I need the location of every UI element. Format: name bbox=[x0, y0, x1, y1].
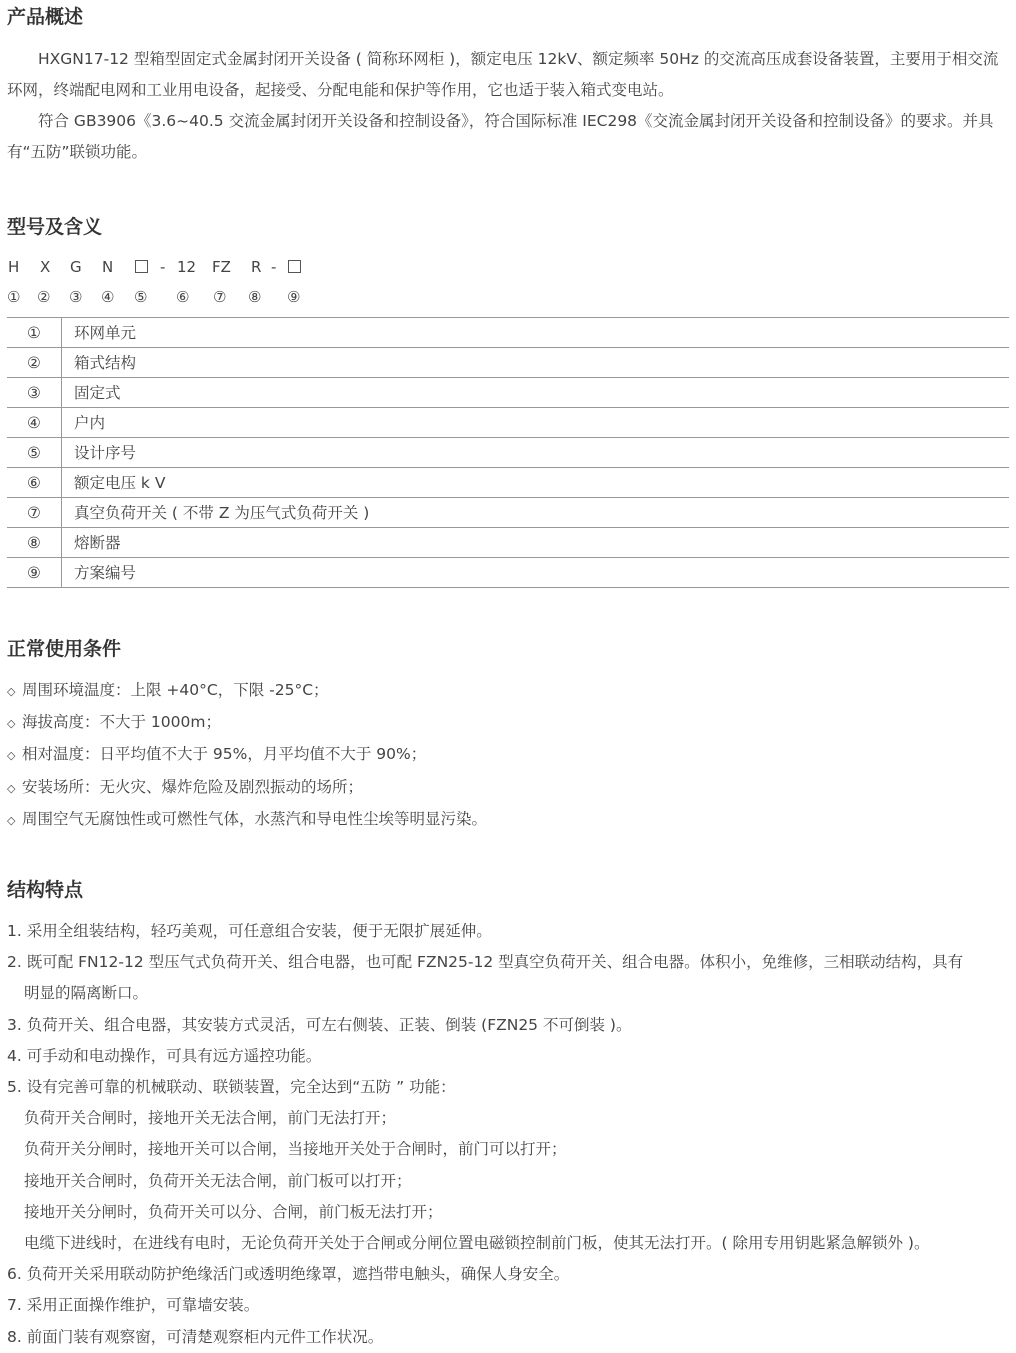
list-item: 2. 既可配 FN12-12 型压气式负荷开关、组合电器，也可配 FZN25-12 型真空负荷开关、组合电器。体积小，免维修，三相联动结构，具有 bbox=[7, 953, 964, 972]
list-item-text: 安装场所：无火灾、爆炸危险及剧烈振动的场所； bbox=[22, 777, 364, 796]
model-number: ⑤ bbox=[134, 288, 148, 306]
diamond-bullet-icon: ◇ bbox=[7, 749, 16, 763]
row-number: ⑨ bbox=[7, 558, 62, 588]
row-description: 箱式结构 bbox=[62, 348, 1010, 378]
table-row bbox=[7, 438, 1009, 468]
row-description: 额定电压 k V bbox=[62, 468, 1010, 498]
row-number: ③ bbox=[7, 378, 62, 408]
model-number: ⑧ bbox=[248, 288, 262, 306]
diamond-bullet-icon: ◇ bbox=[7, 813, 16, 827]
list-item-text: 海拔高度：不大于 1000m； bbox=[22, 713, 221, 732]
model-number: ⑨ bbox=[287, 288, 301, 306]
row-number: ② bbox=[7, 348, 62, 378]
list-item: 6. 负荷开关采用联动防护绝缘活门或透明绝缘罩，遮挡带电触头，确保人身安全。 bbox=[7, 1265, 570, 1284]
model-number: ⑥ bbox=[176, 288, 190, 306]
table-row bbox=[7, 378, 1009, 408]
list-item-continuation: 电缆下进线时，在进线有电时，无论负荷开关处于合闸或分闸位置电磁锁控制前门板，使其无法打开。( 除用专用钥匙紧急解锁外 )。 bbox=[24, 1234, 930, 1253]
list-item: 4. 可手动和电动操作，可具有远方遥控功能。 bbox=[7, 1046, 322, 1065]
model-code-box bbox=[135, 258, 148, 276]
overview-paragraph-2: 符合 GB3906《3.6~40.5 交流金属封闭开关设备和控制设备》，符合国际标准 IEC298《交流金属封闭开关设备和控制设备》的要求。并具有“五防”联锁功能。 bbox=[7, 112, 994, 161]
row-number: ⑥ bbox=[7, 468, 62, 498]
diamond-bullet-icon: ◇ bbox=[7, 717, 16, 731]
table-row bbox=[7, 318, 1009, 348]
row-description: 真空负荷开关 ( 不带 Z 为压气式负荷开关 ) bbox=[62, 498, 1010, 528]
table-row bbox=[7, 528, 1009, 558]
model-code-char: FZ bbox=[212, 258, 231, 276]
model-code-char: H bbox=[8, 258, 20, 276]
list-item-text: 周围环境温度：上限 +40°C，下限 -25°C； bbox=[22, 681, 329, 699]
model-code-char: N bbox=[102, 258, 114, 276]
model-meaning-table bbox=[7, 317, 1009, 588]
row-description: 方案编号 bbox=[62, 558, 1010, 588]
list-item: 5. 设有完善可靠的机械联动、联锁装置，完全达到“五防 ” 功能： bbox=[7, 1078, 456, 1097]
model-code-char: 12 bbox=[177, 258, 197, 276]
list-item bbox=[7, 675, 1011, 707]
model-title: 型号及含义 bbox=[7, 216, 103, 238]
table-row bbox=[7, 468, 1009, 498]
row-number: ④ bbox=[7, 408, 62, 438]
diamond-bullet-icon: ◇ bbox=[7, 685, 16, 698]
table-row bbox=[7, 348, 1009, 378]
list-item-continuation: 明显的隔离断口。 bbox=[24, 984, 149, 1003]
conditions-list bbox=[7, 675, 1011, 836]
list-item-continuation: 接地开关分闸时，负荷开关可以分、合闸，前门板无法打开； bbox=[24, 1202, 443, 1221]
list-item-continuation: 负荷开关合闸时，接地开关无法合闸，前门无法打开； bbox=[24, 1109, 397, 1128]
list-item bbox=[7, 707, 1011, 739]
list-item-continuation: 负荷开关分闸时，接地开关可以合闸，当接地开关处于合闸时，前门可以打开； bbox=[24, 1140, 567, 1159]
model-code-char: - bbox=[160, 258, 166, 276]
table-row bbox=[7, 408, 1009, 438]
model-number: ① bbox=[7, 288, 21, 306]
list-item-text: 相对温度：日平均值不大于 95%，月平均值不大于 90%； bbox=[22, 745, 427, 764]
row-number: ⑦ bbox=[7, 498, 62, 528]
row-description: 设计序号 bbox=[62, 438, 1010, 468]
model-number: ② bbox=[37, 288, 51, 306]
overview-title: 产品概述 bbox=[7, 6, 84, 28]
table-row bbox=[7, 498, 1009, 528]
model-code-box bbox=[288, 258, 301, 276]
row-description: 固定式 bbox=[62, 378, 1010, 408]
row-number: ⑧ bbox=[7, 528, 62, 558]
model-code-char: - bbox=[271, 258, 277, 276]
model-number: ④ bbox=[101, 288, 115, 306]
list-item bbox=[7, 804, 1011, 836]
features-title: 结构特点 bbox=[7, 879, 84, 901]
overview-paragraph-1: HXGN17-12 型箱型固定式金属封闭开关设备 ( 简称环网柜 )，额定电压 12kV、额定频率 50Hz 的交流高压成套设备装置，主要用于相交流环网，终端配电网和工业用电设备，起接受、分配电能和保护等作用，它也适于装入箱式变电站。 bbox=[7, 50, 999, 99]
model-code-char: G bbox=[70, 258, 82, 276]
list-item-continuation: 接地开关合闸时，负荷开关无法合闸，前门板可以打开； bbox=[24, 1171, 412, 1190]
model-code-char: X bbox=[40, 258, 51, 276]
table-row bbox=[7, 558, 1009, 588]
list-item: 1. 采用全组装结构，轻巧美观，可任意组合安装，便于无限扩展延伸。 bbox=[7, 922, 492, 940]
list-item-text: 周围空气无腐蚀性或可燃性气体，水蒸汽和导电性尘埃等明显污染。 bbox=[22, 809, 488, 828]
row-description: 熔断器 bbox=[62, 528, 1010, 558]
conditions-title: 正常使用条件 bbox=[7, 638, 122, 660]
model-number: ③ bbox=[69, 288, 83, 306]
row-description: 环网单元 bbox=[62, 318, 1010, 348]
list-item bbox=[7, 739, 1011, 771]
row-description: 户内 bbox=[62, 408, 1010, 438]
model-number: ⑦ bbox=[213, 288, 227, 306]
list-item: 3. 负荷开关、组合电器，其安装方式灵活，可左右侧装、正装、倒装 (FZN25 不可倒装 )。 bbox=[7, 1015, 632, 1034]
row-number: ① bbox=[7, 318, 62, 348]
row-number: ⑤ bbox=[7, 438, 62, 468]
model-code-char: R bbox=[251, 258, 262, 276]
diamond-bullet-icon: ◇ bbox=[7, 781, 16, 795]
list-item: 8. 前面门装有观察窗，可清楚观察柜内元件工作状况。 bbox=[7, 1327, 384, 1346]
list-item bbox=[7, 772, 1011, 804]
list-item: 7. 采用正面操作维护，可靠墙安装。 bbox=[7, 1296, 260, 1315]
features-list bbox=[7, 916, 1011, 1353]
